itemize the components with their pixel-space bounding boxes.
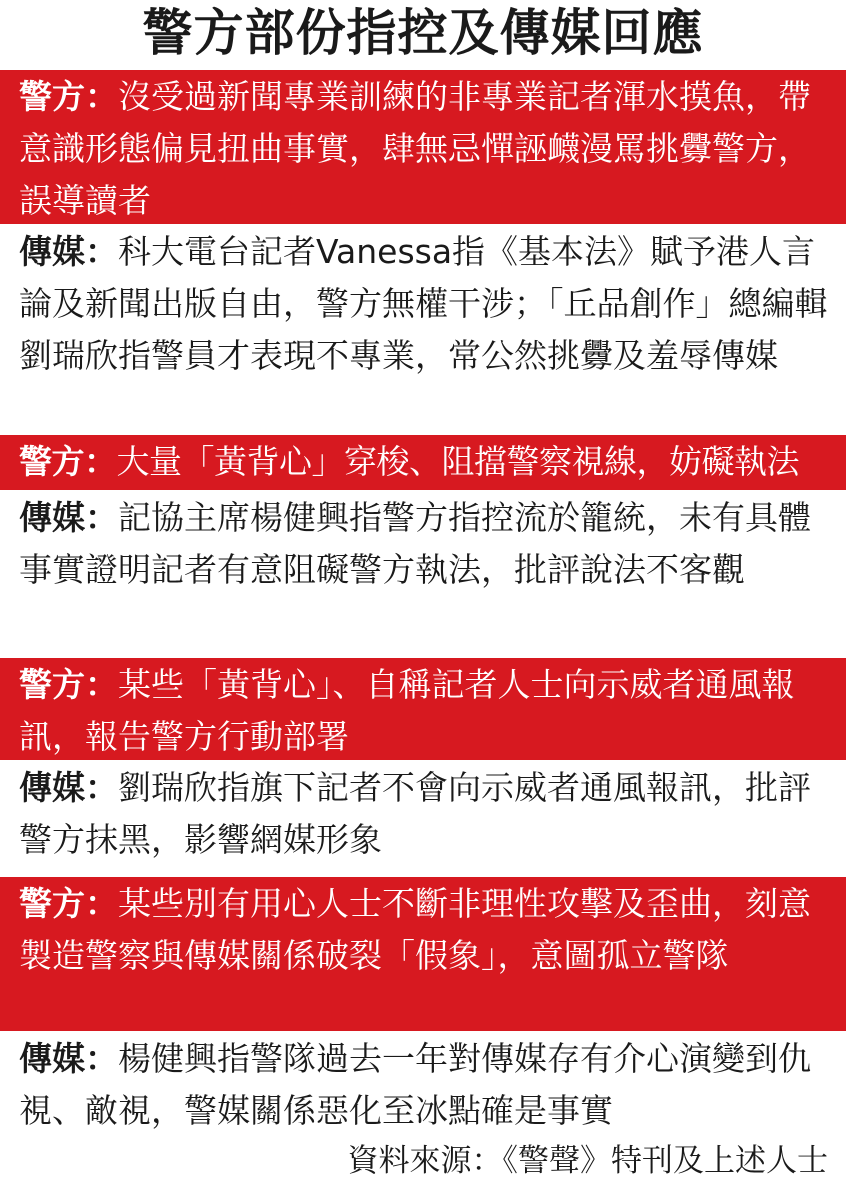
police-claim-4	[0, 877, 846, 1031]
page-title: 警方部份指控及傳媒回應	[142, 4, 704, 62]
police-claim-text: 沒受過新聞專業訓練的非專業記者渾水摸魚，帶意識形態偏見扭曲事實，肆無忌憚誣衊漫罵挑釁警方，誤導讀者	[19, 77, 811, 220]
police-claim-3	[0, 658, 846, 760]
police-speaker-label: 警方：	[19, 442, 117, 481]
source-credit: 資料來源：《警聲》特刊及上述人士	[347, 1143, 828, 1179]
media-speaker-label: 傳媒：	[19, 1039, 118, 1078]
police-claim-text: 某些別有用心人士不斷非理性攻擊及歪曲，刻意製造警察與傳媒關係破裂「假象」，意圖孤立警隊	[19, 884, 811, 975]
media-speaker-label: 傳媒：	[19, 768, 118, 807]
police-speaker-label: 警方：	[19, 884, 118, 923]
police-claim-1	[0, 70, 846, 224]
police-claim-2	[0, 435, 846, 490]
media-speaker-label: 傳媒：	[19, 498, 118, 537]
police-speaker-label: 警方：	[19, 77, 118, 116]
media-response-1	[0, 226, 846, 426]
media-response-text: 楊健興指警隊過去一年對傳媒存有介心演變到仇視、敵視，警媒關係惡化至冰點確是事實	[19, 1039, 811, 1130]
media-response-3	[0, 762, 846, 866]
police-speaker-label: 警方：	[19, 665, 118, 704]
police-claim-text: 大量「黃背心」穿梭、阻擋警察視線，妨礙執法	[116, 442, 799, 481]
media-response-text: 科大電台記者Vanessa指《基本法》賦予港人言論及新聞出版自由，警方無權干涉；「丘品創作」總編輯劉瑞欣指警員才表現不專業，常公然挑釁及羞辱傳媒	[19, 232, 828, 375]
police-claim-text: 某些「黃背心」、自稱記者人士向示威者通風報訊，報告警方行動部署	[19, 665, 795, 756]
media-response-4	[0, 1033, 846, 1137]
media-response-text: 劉瑞欣指旗下記者不會向示威者通風報訊，批評警方抹黑，影響網媒形象	[19, 768, 811, 859]
media-speaker-label: 傳媒：	[19, 232, 118, 271]
media-response-2	[0, 492, 846, 648]
media-response-text: 記協主席楊健興指警方指控流於籠統，未有具體事實證明記者有意阻礙警方執法，批評說法不客觀	[19, 498, 811, 589]
